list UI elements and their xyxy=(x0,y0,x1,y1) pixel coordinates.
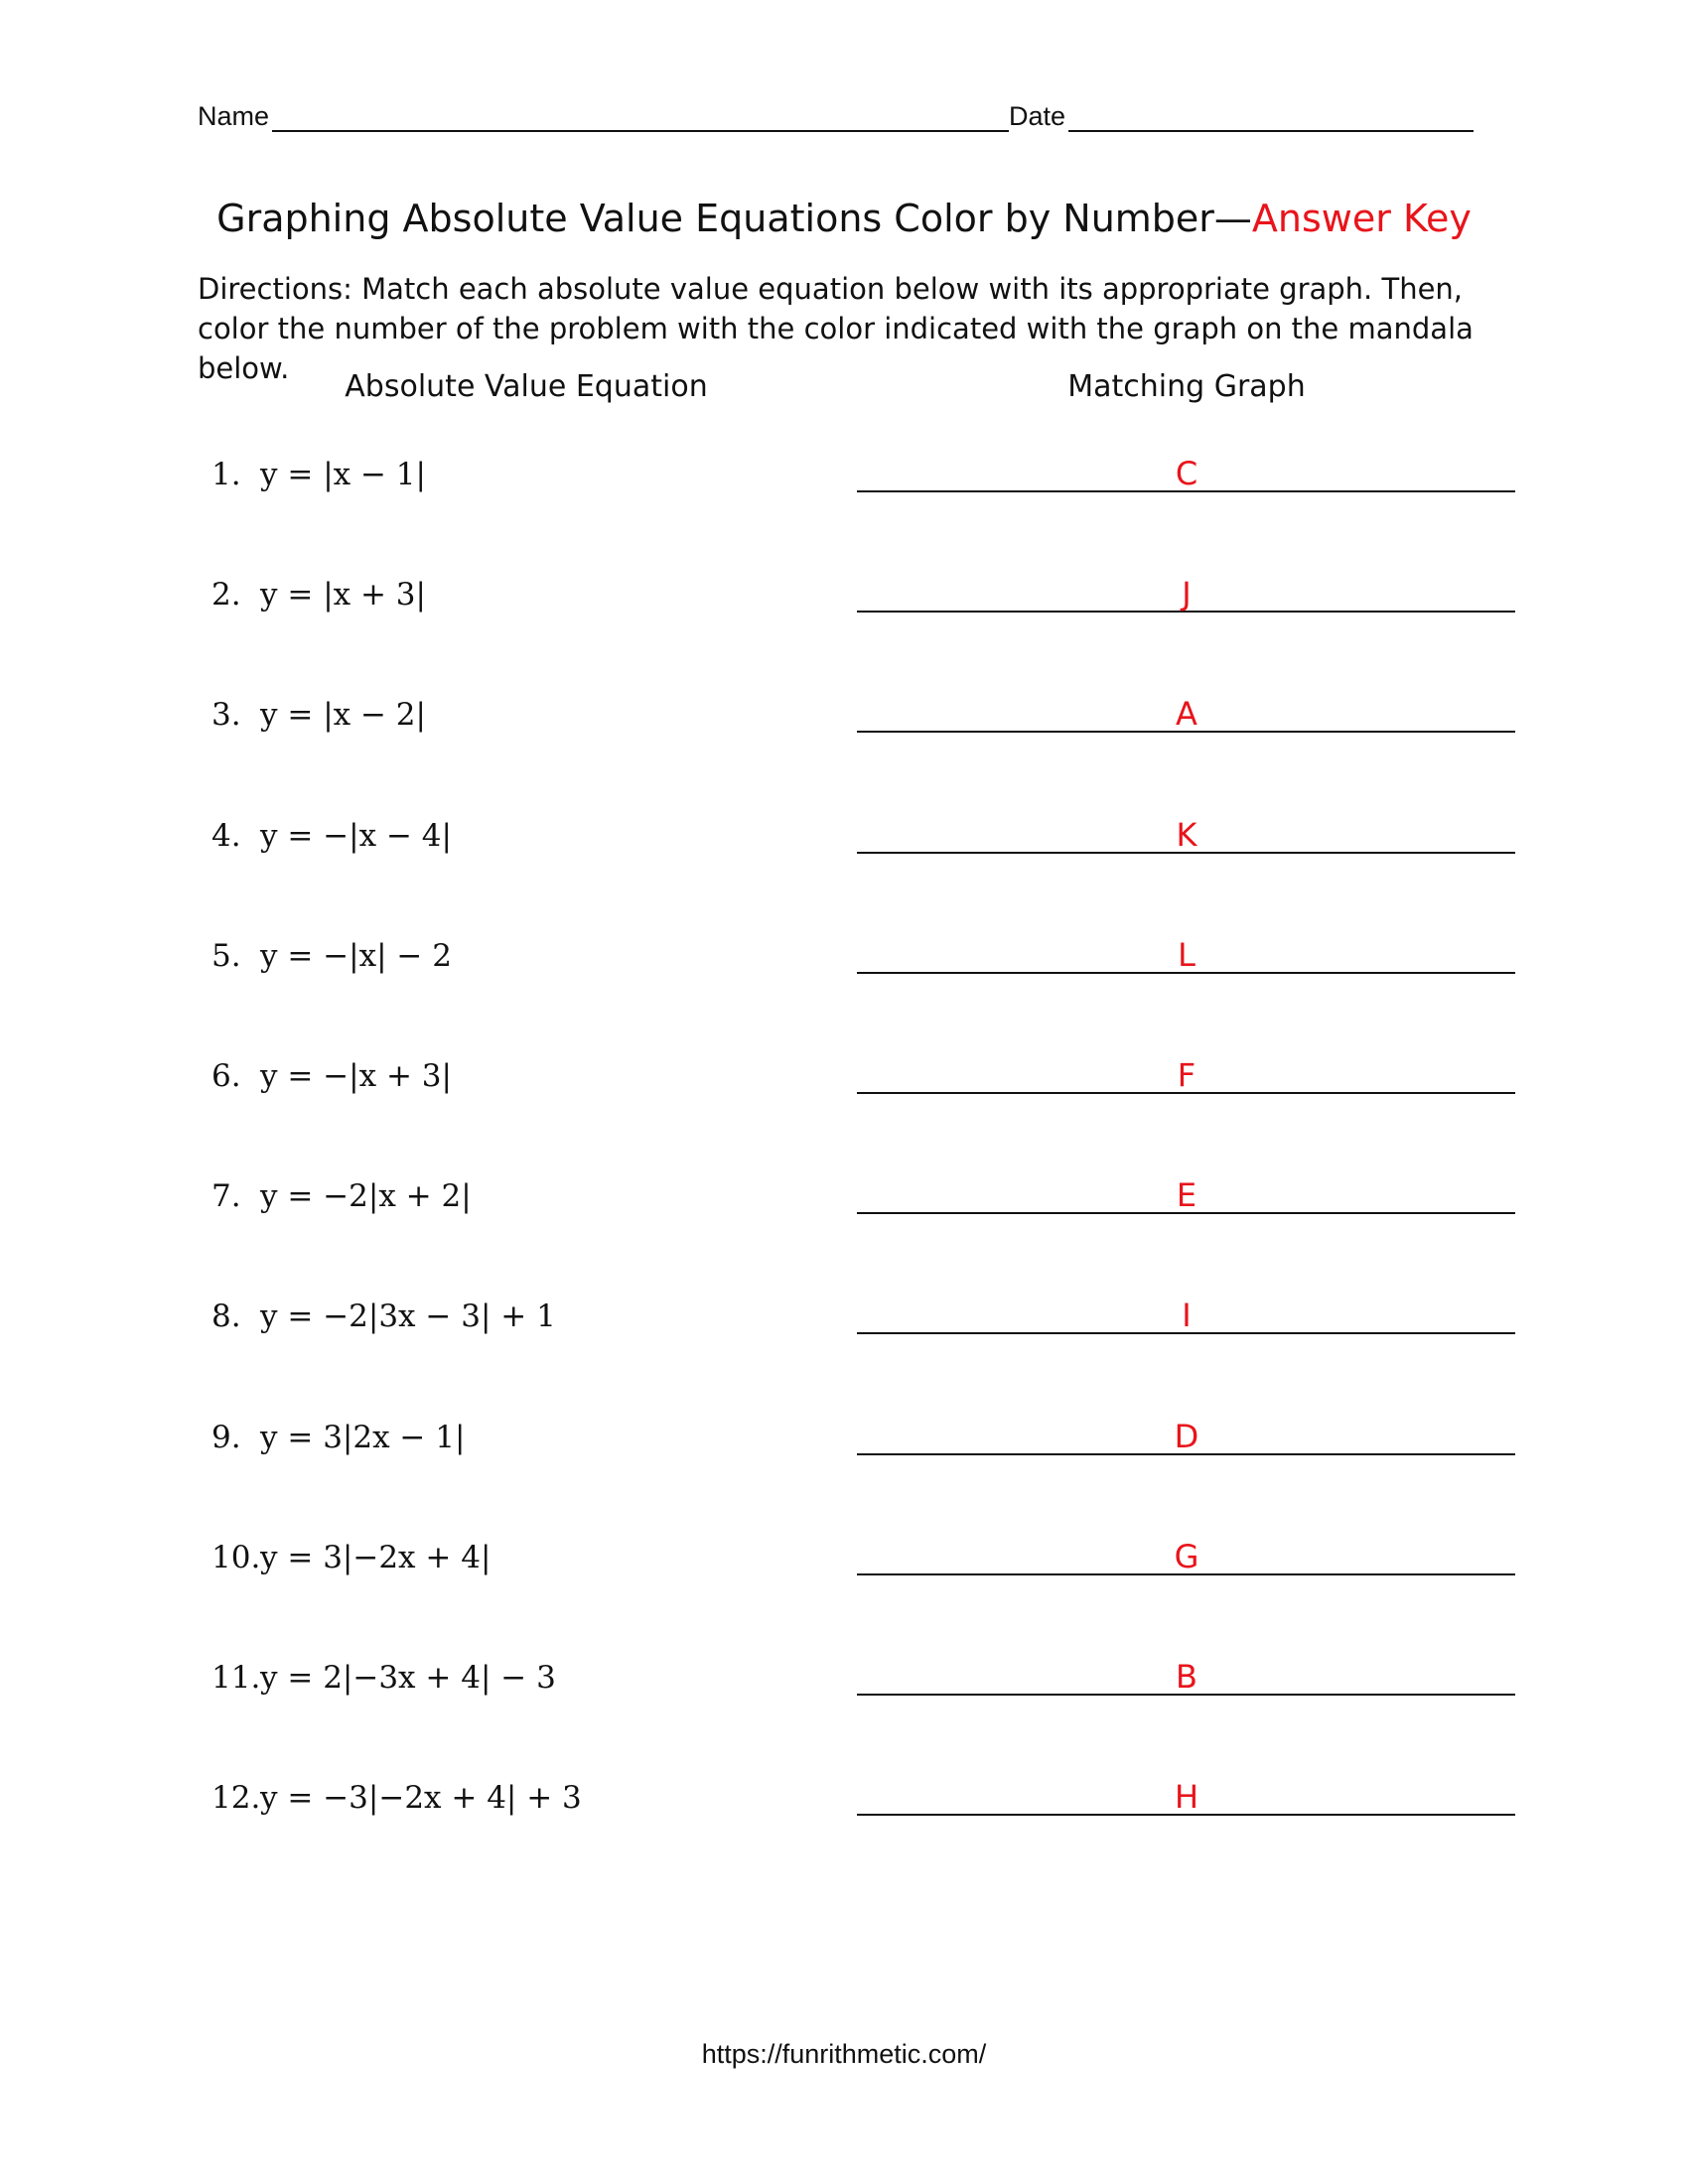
answer-letter: F xyxy=(1177,1056,1196,1094)
problem-number: 4. xyxy=(211,817,241,854)
problem-equation: y = |x − 2| xyxy=(260,697,426,734)
answer-letter: B xyxy=(1176,1658,1197,1696)
problem-equation: y = −|x + 3| xyxy=(260,1058,452,1094)
name-field[interactable] xyxy=(272,100,1009,132)
problem-row xyxy=(0,1417,1688,1479)
answer-letter: D xyxy=(1174,1417,1199,1455)
answer-letter: A xyxy=(1176,695,1197,734)
answer-letter: E xyxy=(1176,1176,1197,1215)
problem-number: 3. xyxy=(211,697,241,734)
problem-row xyxy=(0,697,1688,756)
problem-row xyxy=(0,1178,1688,1238)
name-label: Name xyxy=(198,101,270,131)
problem-number: 11. xyxy=(211,1660,261,1696)
problem-equation: y = |x + 3| xyxy=(260,577,426,614)
answer-letter: C xyxy=(1175,455,1198,492)
problem-equation: y = |x − 1| xyxy=(260,457,426,492)
answer-letter: K xyxy=(1176,815,1197,854)
problem-number: 12. xyxy=(211,1780,261,1817)
answer-letter: G xyxy=(1174,1537,1199,1575)
problem-row xyxy=(0,1298,1688,1358)
problem-number: 5. xyxy=(211,937,241,974)
graph-column-header: Matching Graph xyxy=(1067,369,1306,404)
problem-row xyxy=(0,1537,1688,1599)
problem-equation: y = 3|2x − 1| xyxy=(260,1419,466,1455)
problem-row xyxy=(0,815,1688,878)
problem-equation: y = −2|x + 2| xyxy=(260,1178,472,1215)
problem-number: 8. xyxy=(211,1298,241,1335)
page-title xyxy=(0,197,1688,240)
directions-text: Match each absolute value equation below with its appropriate graph. Then, color the number of the problem with the color indicated with the graph on the mandala below. xyxy=(198,272,1474,385)
footer-url: https://funrithmetic.com/ xyxy=(701,2039,987,2069)
answer-letter: I xyxy=(1182,1297,1192,1335)
problem-row xyxy=(0,457,1688,516)
problem-row xyxy=(0,1780,1688,1840)
problem-number: 10. xyxy=(211,1539,261,1575)
answer-letter: L xyxy=(1178,935,1196,974)
date-field[interactable] xyxy=(1068,100,1474,132)
problem-row xyxy=(0,935,1688,998)
title-answer-key: Answer Key xyxy=(1251,197,1472,240)
problem-row xyxy=(0,1058,1688,1118)
problem-number: 7. xyxy=(211,1178,241,1215)
problem-row xyxy=(0,577,1688,636)
answer-letter: J xyxy=(1182,575,1192,614)
equation-column-header: Absolute Value Equation xyxy=(345,369,708,404)
answer-letter: H xyxy=(1174,1778,1199,1817)
problem-equation: y = −3|−2x + 4| + 3 xyxy=(260,1780,582,1817)
problem-equation: y = 2|−3x + 4| − 3 xyxy=(260,1660,556,1696)
date-label: Date xyxy=(1009,101,1066,131)
problem-equation: y = −|x − 4| xyxy=(260,817,452,854)
problem-number: 6. xyxy=(211,1058,241,1094)
problem-equation: y = −2|3x − 3| + 1 xyxy=(260,1298,556,1335)
problem-row xyxy=(0,1660,1688,1719)
problem-equation: y = 3|−2x + 4| xyxy=(260,1539,492,1575)
problem-equation: y = −|x| − 2 xyxy=(260,937,452,974)
problem-number: 9. xyxy=(211,1419,241,1455)
problem-number: 1. xyxy=(211,457,241,492)
problem-number: 2. xyxy=(211,577,241,614)
title-main: Graphing Absolute Value Equations Color by Number— xyxy=(216,197,1252,240)
directions-label: Directions: xyxy=(198,272,352,306)
name-date-header xyxy=(198,102,1488,138)
